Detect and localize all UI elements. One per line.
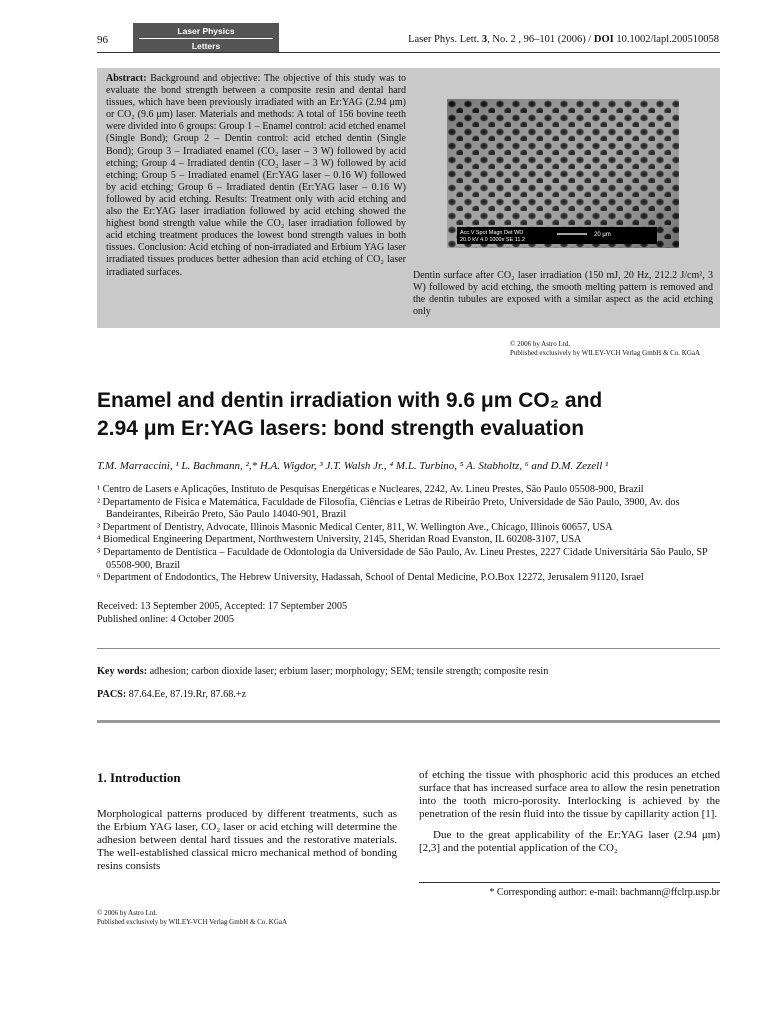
pacs-label: PACS:: [97, 689, 127, 700]
published-date: Published online: 4 October 2005: [97, 613, 234, 625]
figure-caption: Dentin surface after CO₂ laser irradiation (150 mJ, 20 Hz, 212.2 J/cm², 3 W) followed by acid etching, the smooth melting pattern is removed and the dentin tubules are exposed with a similar aspect as the acid etching only: [413, 270, 713, 318]
sem-image: [447, 99, 679, 248]
copyright-top-line1: © 2006 by Astro Ltd.: [510, 340, 570, 348]
copyright-bottom: [97, 909, 287, 926]
affiliation-4: ⁴ Biomedical Engineering Department, Northwestern University, 2145, Sheridan Road Evanston, IL 60208-3107, USA: [97, 534, 582, 546]
affiliation-5: ⁵ Departamento de Dentística – Faculdade de Odontologia da Universidade de São Paulo, Av. Lineu Prestes, 2227 Cidade Universitária São Paulo, SP 05508-900, Brazil: [97, 546, 708, 571]
pacs-value: 87.64.Ee, 87.19.Rr, 87.68.+z: [128, 689, 247, 700]
header-rule: [97, 52, 720, 53]
intro-paragraph-right-2: Due to the great applicability of the Er:YAG laser (2.94 μm) [2,3] and the potential application of the CO₂: [419, 829, 720, 854]
pacs: [97, 689, 246, 700]
keywords: [97, 666, 548, 677]
scalebar-header: Acc.V Spot Magn Det WD: [460, 230, 524, 236]
intro-paragraph-right-1: of etching the tissue with phosphoric acid this produces an etched surface that has increased surface area to allow the resin penetration into the tooth micro-porosity. Interlocking is achieved by the penetration of the resin fluid into the tissue by capillarity action [1].: [419, 769, 720, 820]
left-column: [97, 808, 397, 873]
keywords-label: Key words:: [97, 666, 148, 677]
right-column: [419, 769, 720, 863]
authors: T.M. Marraccini, ¹ L. Bachmann, ²,* H.A. Wigdor, ³ J.T. Walsh Jr., ⁴ M.L. Turbino, ⁵ A. Stabholtz, ⁶ and D.M. Zezell ¹: [97, 460, 609, 472]
doi-value: 10.1002/lapl.200510058: [613, 34, 719, 45]
copyright-bottom-line1: © 2006 by Astro Ltd.: [97, 909, 157, 917]
journal-logo: [133, 23, 279, 53]
citation-issue: , No. 2 , 96–101 (2006) /: [487, 34, 594, 45]
copyright-top-line2: Published exclusively by WILEY-VCH Verlag GmbH & Co. KGaA: [510, 348, 701, 357]
keywords-value: adhesion; carbon dioxide laser; erbium laser; morphology; SEM; tensile strength; composite resin: [149, 666, 549, 677]
keywords-rule-top: [97, 648, 720, 649]
affiliation-3: ³ Department of Dentistry, Advocate, Illinois Masonic Medical Center, 811, W. Wellington Ave., Chicago, Illinois 60657, USA: [97, 521, 613, 533]
footnote-rule: [419, 882, 720, 883]
abstract-body: Background and objective: The objective of this study was to evaluate the bond strength between a composite resin and dental hard tissues, which have been previously irradiated with an Er:YAG (2.94 μm) or CO₂ (9.6 μm) laser. Materials and methods: A total of 156 bovine teeth were divided into 6 groups: Group 1 – Enamel control: acid etched enamel (Single Bond); Group 2 – Dentin control: acid etched dentin (Single Bond); Group 3 – Irradiated enamel (CO₂ laser – 3 W) followed by acid etching; Group 4 – Irradiated dentin (CO₂ laser – 3 W) followed by acid etching; Group 5 – Irradiated enamel (Er:YAG laser – 0.16 W) followed by acid etching; Group 6 – Irradiated dentin (Er:YAG laser – 0.16 W) followed by acid etching. Results: Treatment only with acid etching and also the Er:YAG laser irradiation followed by acid etching showed the highest bond strength value while the CO₂ laser irradiation followed by acid etching treatment produces the lowest bond strength values in both tissues. Conclusion: Acid etching of non-irradiated and Erbium YAG laser irradiated tissues produces better adhesion than acid etching of CO₂ laser irradiated surfaces.: [106, 73, 407, 278]
copyright-bottom-line2: Published exclusively by WILEY-VCH Verlag GmbH & Co. KGaA: [97, 917, 288, 926]
journal-name-line1: Laser Physics: [177, 26, 235, 36]
article-title: [97, 387, 717, 443]
keywords-rule-bottom: [97, 720, 720, 723]
abstract-label: Abstract:: [106, 73, 147, 84]
affiliations: [97, 484, 720, 585]
received-date: Received: 13 September 2005, Accepted: 17 September 2005: [97, 601, 348, 612]
citation-volume: 3: [481, 34, 488, 45]
section-heading: 1. Introduction: [97, 770, 181, 785]
affiliation-1: ¹ Centro de Lasers e Aplicações, Instituto de Pesquisas Energéticas e Nucleares, 2242, Av. Lineu Prestes, São Paulo 05508-900, Brazil: [97, 484, 644, 495]
sem-figure: [447, 99, 679, 248]
title-line1: Enamel and dentin irradiation with 9.6 μm CO₂ and: [97, 389, 603, 412]
copyright-top: [510, 340, 700, 357]
scalebar-label: 20 μm: [594, 232, 611, 238]
affiliation-6: ⁶ Department of Endodontics, The Hebrew University, Hadassah, School of Dental Medicine, P.O.Box 12272, Jerusalem 91120, Israel: [97, 572, 644, 584]
intro-paragraph-left: Morphological patterns produced by different treatments, such as the Erbium YAG laser, CO₂ laser or acid etching will determine the adhesion between dental hard tissues and the restorative materials. The well-established classical micro mechanical method of bonding resins consists: [97, 808, 397, 872]
journal-name-line2: Letters: [191, 41, 221, 51]
citation-journal: Laser Phys. Lett.: [408, 34, 482, 45]
journal-logo-rule: [139, 38, 273, 39]
affiliation-2: ² Departamento de Física e Matemática, Faculdade de Filosofia, Ciências e Letras de Ribeirão Preto, Universidade de São Paulo, 3900, Av. dos Bandeirantes, Ribeirão Preto, São Paulo 14040-901, Brazil: [97, 496, 680, 521]
corresponding-author: * Corresponding author: e-mail: bachmann@ffclrp.usp.br: [489, 887, 720, 898]
title-line2: 2.94 μm Er:YAG lasers: bond strength evaluation: [97, 417, 585, 440]
scalebar-values: 20.0 kV 4.0 1000x SE 11.2: [460, 237, 526, 243]
abstract: [106, 73, 406, 279]
page-number: 96: [97, 34, 108, 46]
article-dates: [97, 601, 347, 626]
citation: [408, 34, 719, 45]
doi-label: DOI: [593, 34, 614, 45]
